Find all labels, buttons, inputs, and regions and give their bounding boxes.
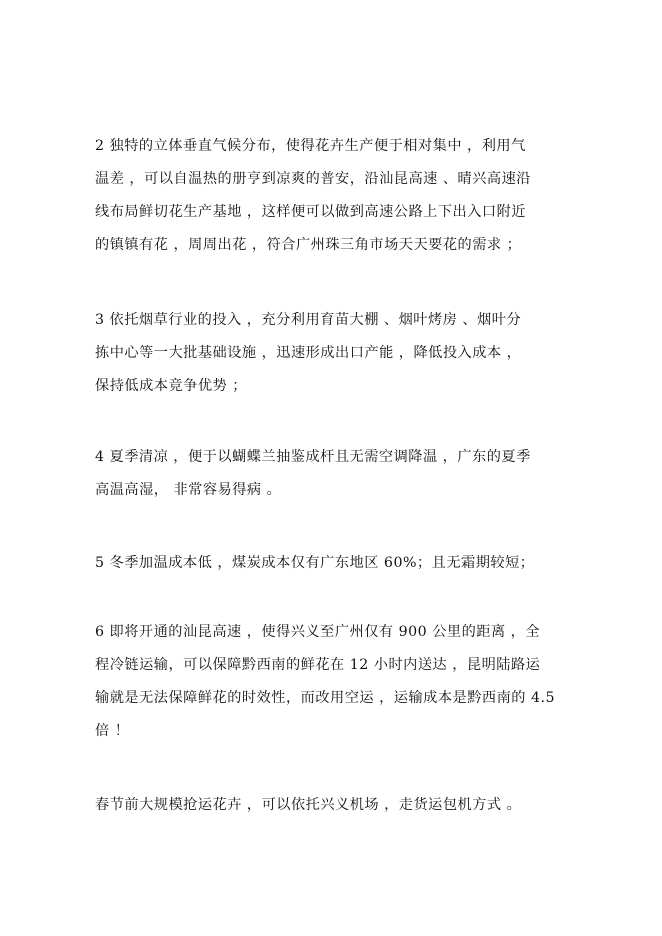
text-line: 线布局鲜切花生产基地 ，这样便可以做到高速公路上下出入口附近: [95, 204, 526, 220]
text-line: 输就是无法保障鲜花的时效性，而改用空运 ，运输成本是黔西南的 4.5: [95, 690, 556, 706]
paragraph-climate-distribution: [95, 130, 575, 262]
text-line: 5 冬季加温成本低 ，煤炭成本仅有广东地区 60%；且无霜期较短；: [95, 555, 535, 571]
text-line: 高温高湿， 非常容易得病 。: [95, 482, 282, 498]
paragraph-summer-cool: [95, 441, 575, 507]
text-line: 倍 ！: [95, 723, 130, 739]
paragraph-highway-transport: [95, 616, 575, 748]
paragraph-spring-festival-airfreight: [95, 789, 575, 822]
text-line: 温差 ，可以自温热的册亨到凉爽的普安，沿汕昆高速 、晴兴高速沿: [95, 171, 531, 187]
text-line: 4 夏季清凉 ，便于以蝴蝶兰抽鉴成杆且无需空调降温 ，广东的夏季: [95, 449, 531, 465]
text-line: 拣中心等一大批基础设施 ，迅速形成出口产能 ，降低投入成本 ，: [95, 345, 522, 361]
text-line: 程冷链运输，可以保障黔西南的鲜花在 12 小时内送达 ，昆明陆路运: [95, 657, 541, 673]
text-line: 2 独特的立体垂直气候分布，使得花卉生产便于相对集中 ，利用气: [95, 138, 526, 154]
text-line: 保持低成本竞争优势 ；: [95, 378, 247, 394]
paragraph-tobacco-infrastructure: [95, 304, 575, 403]
text-line: 春节前大规模抢运花卉 ，可以依托兴义机场 ，走货运包机方式 。: [95, 797, 522, 813]
text-line: 的镇镇有花 ，周周出花 ，符合广州珠三角市场天天要花的需求 ；: [95, 237, 522, 253]
text-line: 3 依托烟草行业的投入 ，充分利用育苗大棚 、烟叶烤房 、烟叶分: [95, 312, 522, 328]
text-line: 6 即将开通的汕昆高速 ，使得兴义至广州仅有 900 公里的距离 ，全: [95, 624, 541, 640]
paragraph-winter-heating: [95, 547, 575, 580]
